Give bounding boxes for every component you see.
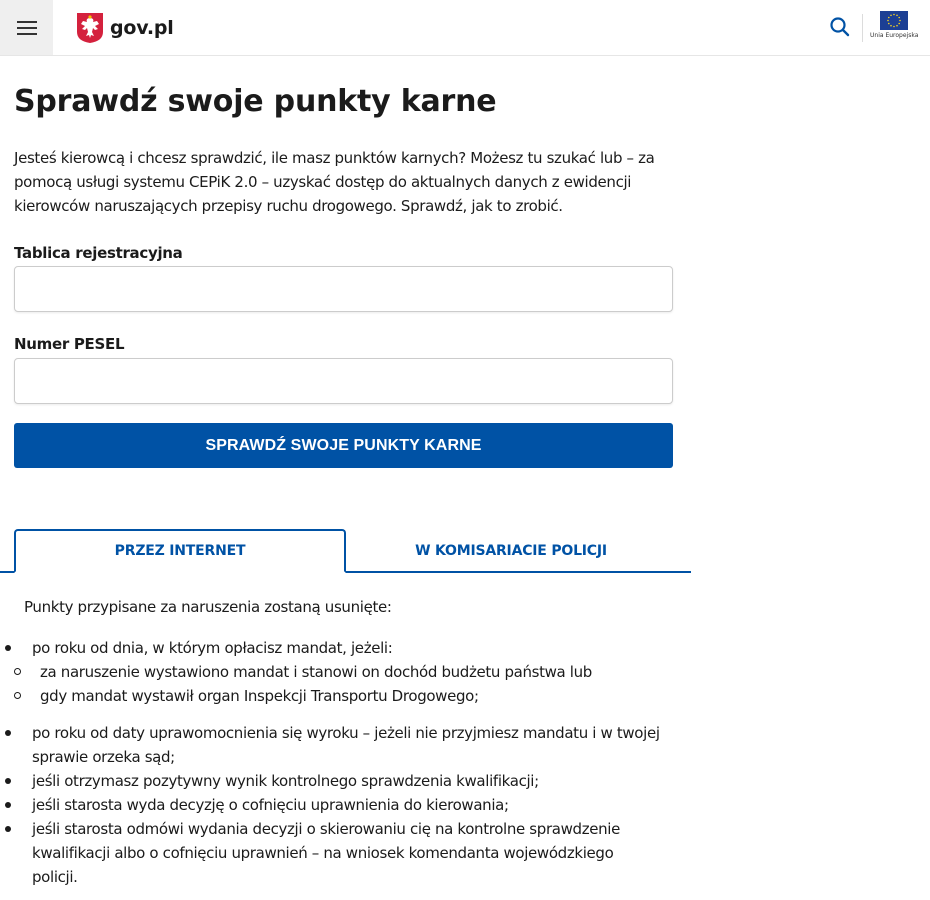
header-divider (862, 14, 863, 42)
sub-list-item-text: gdy mandat wystawił organ Inspekcji Transportu Drogowego; (40, 687, 479, 705)
intro-text: Jesteś kierowcą i chcesz sprawdzić, ile masz punktów karnych? Możesz tu szukać lub – za pomocą usługi systemu CEPiK 2.0 – uzyskać dostęp do aktualnych danych z ewidencji kierowców naruszających przepisy ruchu drogowego. Sprawdź, jak to zrobić. (14, 149, 655, 215)
list-item (0, 817, 660, 889)
menu-button[interactable] (0, 0, 53, 55)
bullet-icon (5, 730, 11, 736)
list-item-text: jeśli starosta odmówi wydania decyzji o skierowaniu cię na kontrolne sprawdzenie kwalifikacji albo o cofnięciu uprawnień – na wniosek komendanta wojewódzkiego policji. (32, 820, 620, 886)
eu-flag-icon (880, 11, 908, 30)
plate-input[interactable] (14, 266, 673, 312)
bullet-icon (5, 778, 11, 784)
list-item-text: po roku od daty uprawomocnienia się wyroku – jeżeli nie przyjmiesz mandatu i w twojej sprawie orzeka sąd; (32, 724, 660, 766)
circle-bullet-icon (14, 668, 21, 675)
content-intro: Punkty przypisane za naruszenia zostaną usunięte: (24, 598, 392, 616)
list-item (0, 721, 660, 769)
bullet-icon (5, 826, 11, 832)
pesel-label: Numer PESEL (14, 335, 125, 353)
removal-list-1 (0, 636, 660, 708)
plate-label: Tablica rejestracyjna (14, 244, 183, 262)
list-item-text: jeśli otrzymasz pozytywny wynik kontrolnego sprawdzenia kwalifikacji; (32, 772, 539, 790)
page-title: Sprawdź swoje punkty karne (14, 84, 497, 119)
hamburger-icon (17, 20, 37, 36)
pesel-input[interactable] (14, 358, 673, 404)
tab-internet[interactable]: PRZEZ INTERNET (14, 529, 346, 573)
circle-bullet-icon (14, 692, 21, 699)
search-icon (829, 16, 851, 38)
eu-logo (870, 11, 918, 45)
check-points-button[interactable]: SPRAWDŹ SWOJE PUNKTY KARNE (14, 423, 673, 468)
bullet-icon (5, 645, 11, 651)
eu-label: Unia Europejska (870, 32, 919, 39)
list-item-text: po roku od dnia, w którym opłacisz mandat, jeżeli: (32, 639, 393, 657)
removal-list-2 (0, 721, 660, 889)
logo-text: gov.pl (110, 17, 174, 39)
list-item-text: jeśli starosta wyda decyzję o cofnięciu uprawnienia do kierowania; (32, 796, 509, 814)
list-item (0, 793, 660, 817)
sub-list-item-text: za naruszenie wystawiono mandat i stanowi on dochód budżetu państwa lub (40, 663, 592, 681)
sub-list-item (0, 660, 660, 684)
search-button[interactable] (829, 16, 851, 38)
sub-list-item (0, 684, 660, 708)
eagle-emblem-icon (76, 12, 104, 44)
gov-logo-link[interactable] (76, 12, 174, 44)
site-header (0, 0, 930, 56)
list-item (0, 769, 660, 793)
list-item (0, 636, 660, 660)
tab-police-station[interactable]: W KOMISARIACIE POLICJI (415, 543, 607, 559)
bullet-icon (5, 802, 11, 808)
